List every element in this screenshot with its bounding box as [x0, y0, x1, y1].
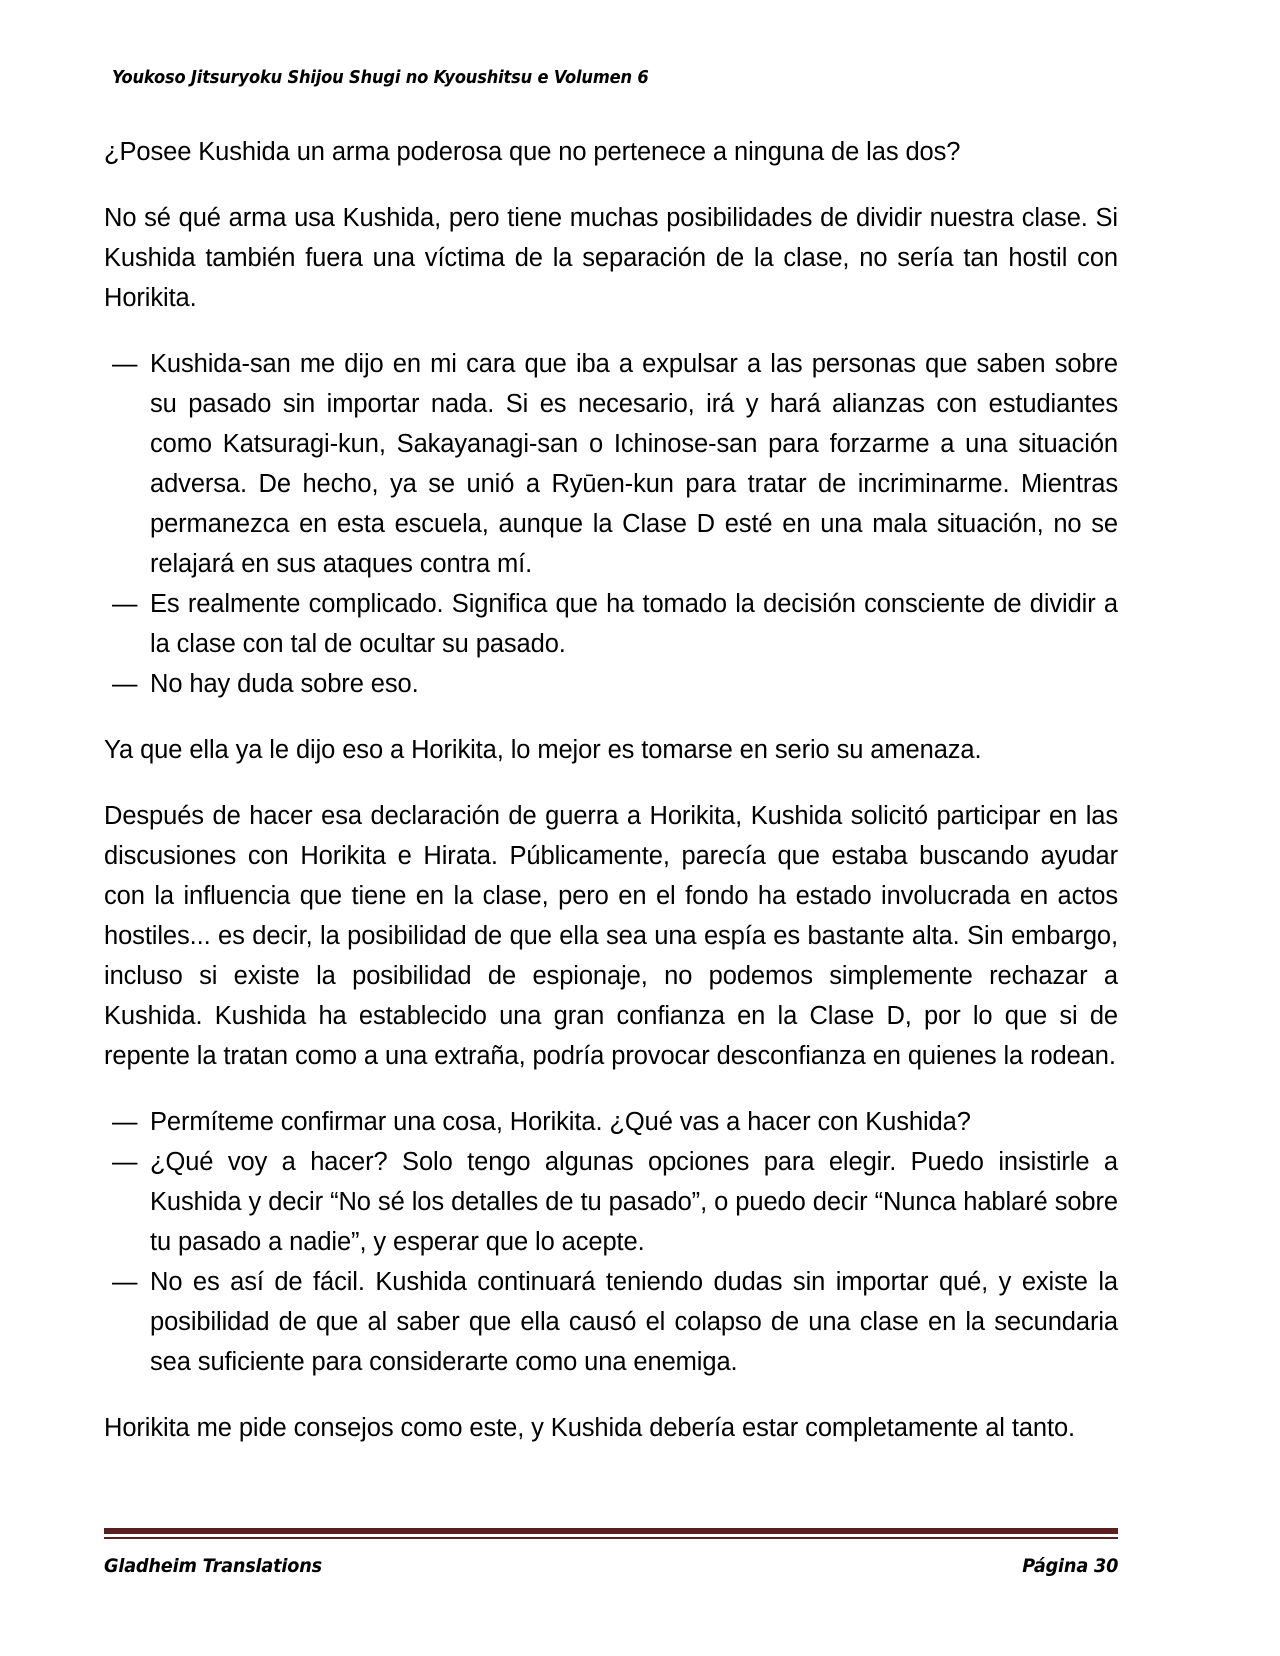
dialogue-block-1: [104, 344, 1118, 704]
paragraph-2: No sé qué arma usa Kushida, pero tiene muchas posibilidades de dividir nuestra clase. Si Kushida también fuera una víctima de la separación de la clase, no sería tan hostil con Horikita.: [104, 204, 1118, 312]
dialogue-line: [112, 664, 1118, 704]
dialogue-line: [112, 584, 1118, 664]
em-dash-marker: —: [112, 1148, 138, 1176]
dialogue-block-2: [104, 1102, 1118, 1382]
page-header: [112, 68, 1122, 88]
page-number: Página 30: [1021, 1555, 1118, 1577]
dialogue-text: ¿Qué voy a hacer? Solo tengo algunas opciones para elegir. Puedo insistirle a Kushida y decir “No sé los detalles de tu pasado”, o puedo decir “Nunca hablaré sobre tu pasado a nadie”, y esperar que lo acepte.: [150, 1148, 1118, 1256]
dialogue-line: [112, 1262, 1118, 1382]
footer-divider: [104, 1528, 1118, 1539]
dialogue-text: Kushida-san me dijo en mi cara que iba a expulsar a las personas que saben sobre su pasado sin importar nada. Si es necesario, irá y hará alianzas con estudiantes como Katsuragi-kun, Sakayanagi-san o Ichinose-san para forzarme a una situación adversa. De hecho, ya se unió a Ryūen-kun para tratar de incriminarme. Mientras permanezca en esta escuela, aunque la Clase D esté en una mala situación, no se relajará en sus ataques contra mí.: [150, 350, 1118, 578]
dialogue-text: Permíteme confirmar una cosa, Horikita. ¿Qué vas a hacer con Kushida?: [150, 1108, 971, 1136]
dialogue-text: No es así de fácil. Kushida continuará teniendo dudas sin importar qué, y existe la posibilidad de que al saber que ella causó el colapso de una clase en la secundaria sea suficiente para considerarte como una enemiga.: [150, 1268, 1118, 1376]
dialogue-text: No hay duda sobre eso.: [150, 670, 419, 698]
paragraph-5: Horikita me pide consejos como este, y Kushida debería estar completamente al tanto.: [104, 1414, 1076, 1442]
footer-credit: Gladheim Translations: [104, 1555, 322, 1577]
em-dash-marker: —: [112, 1108, 138, 1136]
paragraph-4: Después de hacer esa declaración de guerra a Horikita, Kushida solicitó participar en las discusiones con Horikita e Hirata. Públicamente, parecía que estaba buscando ayudar con la influencia que tiene en la clase, pero en el fondo ha estado involucrada en actos hostiles... es decir, la posibilidad de que ella sea una espía es bastante alta. Sin embargo, incluso si existe la posibilidad de espionaje, no podemos simplemente rechazar a Kushida. Kushida ha establecido una gran confianza en la Clase D, por lo que si de repente la tratan como a una extraña, podría provocar desconfianza en quienes la rodean.: [104, 802, 1118, 1070]
header-title: Youkoso Jitsuryoku Shijou Shugi no Kyoushitsu e Volumen 6: [112, 68, 649, 88]
dialogue-line: [112, 1102, 1118, 1142]
dialogue-line: [112, 1142, 1118, 1262]
page-content: [104, 132, 1118, 1474]
em-dash-marker: —: [112, 1268, 138, 1296]
page-footer: [104, 1528, 1118, 1577]
em-dash-marker: —: [112, 350, 138, 378]
dialogue-text: Es realmente complicado. Significa que ha tomado la decisión consciente de dividir a la clase con tal de ocultar su pasado.: [150, 590, 1118, 658]
footer-row: [104, 1555, 1118, 1577]
em-dash-marker: —: [112, 670, 138, 698]
paragraph-3: Ya que ella ya le dijo eso a Horikita, lo mejor es tomarse en serio su amenaza.: [104, 736, 982, 764]
em-dash-marker: —: [112, 590, 138, 618]
paragraph-1: ¿Posee Kushida un arma poderosa que no pertenece a ninguna de las dos?: [104, 138, 961, 166]
dialogue-line: [112, 344, 1118, 584]
